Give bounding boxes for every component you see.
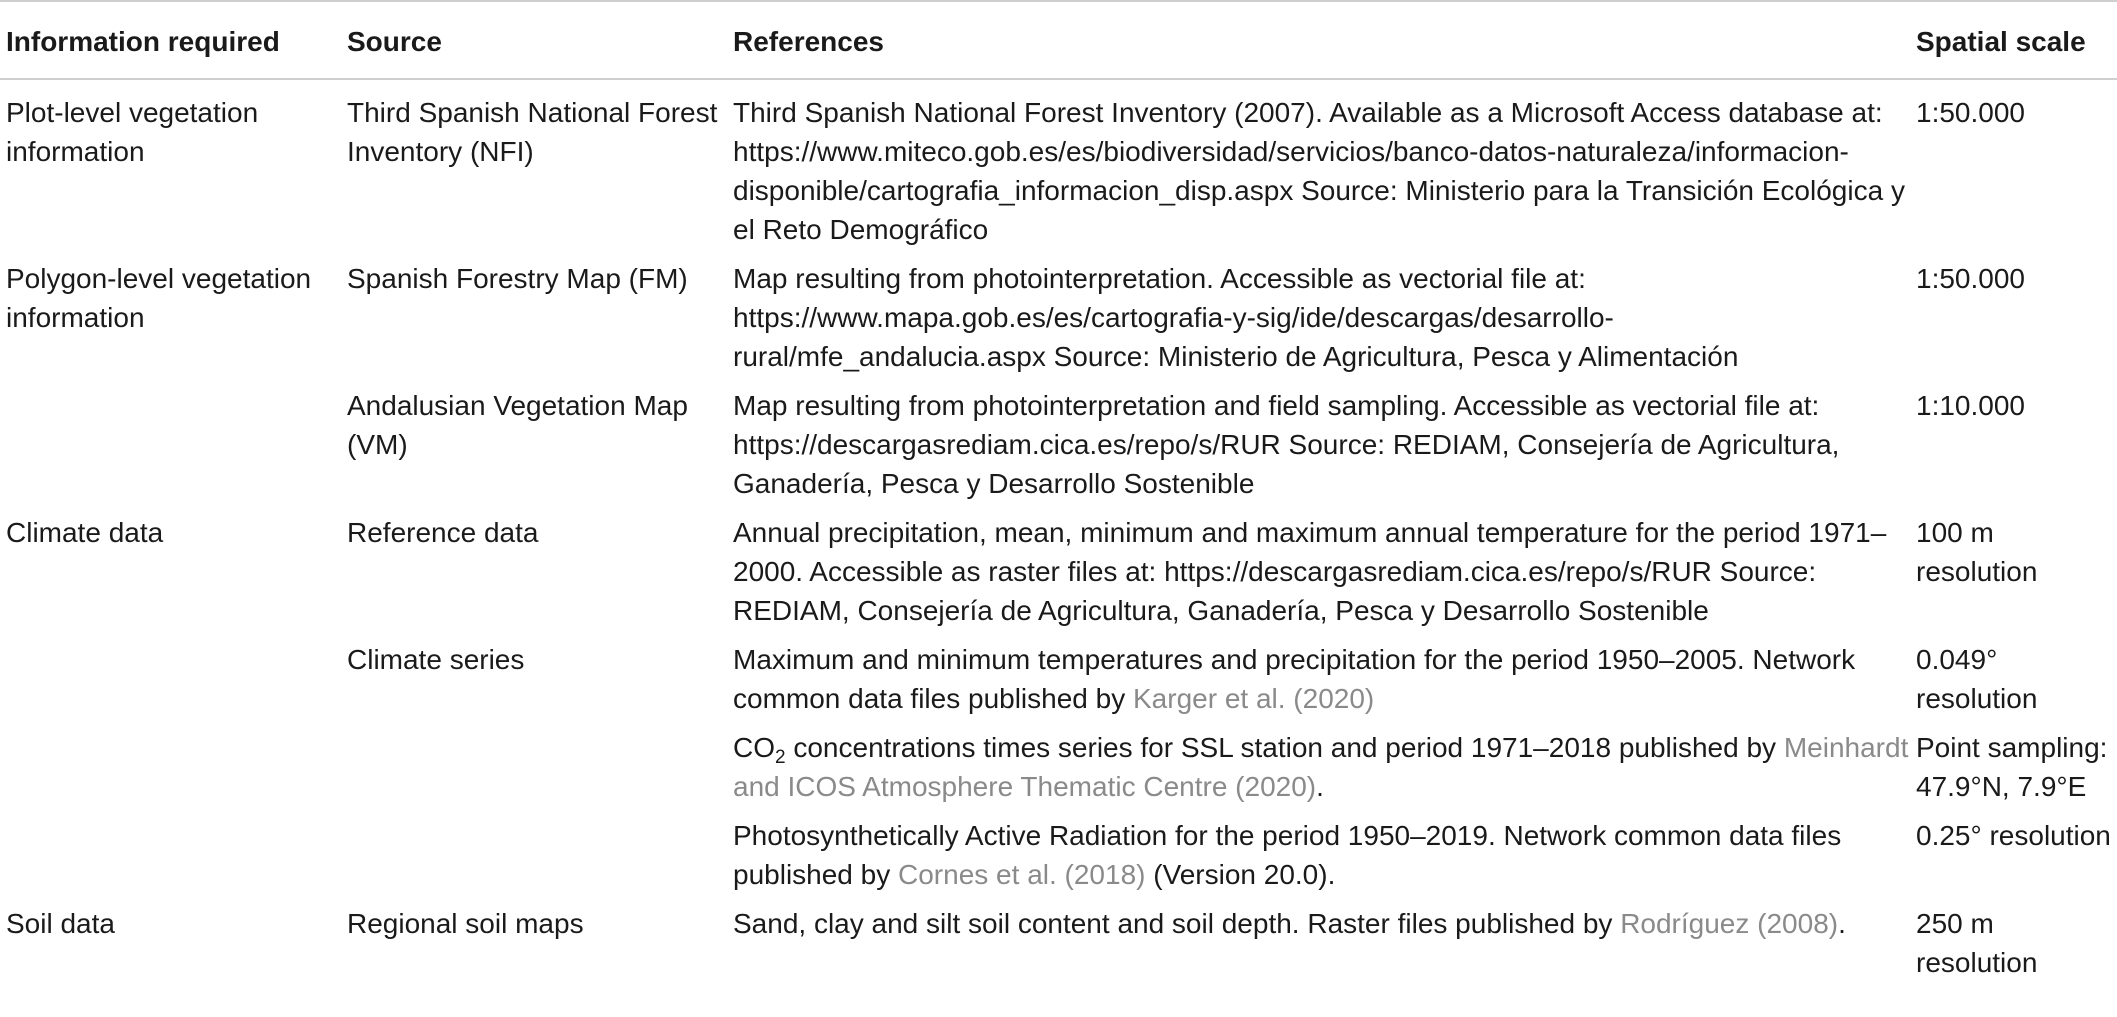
table-row	[0, 899, 2117, 987]
cell-information-required	[0, 635, 347, 723]
reference-text-end: (Version 20.0).	[1145, 859, 1336, 890]
cell-references	[733, 723, 1916, 811]
cell-references: Third Spanish National Forest Inventory (2007). Available as a Microsoft Access database at: https://www.miteco.gob.es/es/biodiversidad/servicios/banco-datos-naturaleza/informacion-disponible/cartografia_informacion_disp.aspx Source: Ministerio para la Transición Ecológica y el Reto Demográfico	[733, 97, 1905, 245]
cell-information-required: Plot-level vegetation information	[6, 97, 259, 167]
cell-information-required: Polygon-level vegetation information	[6, 263, 312, 333]
cell-source	[347, 811, 733, 899]
header-information-required: Information required	[6, 26, 280, 57]
cell-spatial-scale: Point sampling: 47.9°N, 7.9°E	[1916, 732, 2108, 802]
table-row	[0, 723, 2117, 811]
cell-spatial-scale: 1:10.000	[1916, 390, 2025, 421]
cell-references: Map resulting from photointerpretation. Accessible as vectorial file at: https://www.mapa.gob.es/es/cartografia-y-sig/ide/descargas/desarrollo-rural/mfe_andalucia.aspx Source: Ministerio de Agricultura, Pesca y Alimentación	[733, 263, 1739, 372]
cell-source: Regional soil maps	[347, 908, 584, 939]
cell-spatial-scale: 100 m resolution	[1916, 517, 2038, 587]
cell-references	[733, 635, 1916, 723]
cell-spatial-scale: 0.25° resolution	[1916, 820, 2111, 851]
reference-text-end: .	[1838, 908, 1846, 939]
header-source: Source	[347, 26, 442, 57]
cell-references: Map resulting from photointerpretation and field sampling. Accessible as vectorial file at: https://descargasrediam.cica.es/repo/s/RUR Source: REDIAM, Consejería de Agricultura, Ganadería, Pesca y Desarrollo Sostenible	[733, 390, 1840, 499]
cell-references	[733, 899, 1916, 987]
reference-text: concentrations times series for SSL station and period 1971–2018 published by	[785, 732, 1784, 763]
header-spatial-scale: Spatial scale	[1916, 26, 2086, 57]
citation-link-meinhardt[interactable]: Meinhardt and ICOS Atmosphere Thematic Centre (2020)	[733, 732, 1909, 802]
cell-information-required	[0, 381, 347, 508]
table-body	[0, 79, 2117, 987]
header-references: References	[733, 26, 884, 57]
citation-link-cornes[interactable]: Cornes et al. (2018)	[898, 859, 1146, 890]
cell-references	[733, 811, 1916, 899]
citation-link-rodriguez[interactable]: Rodríguez (2008)	[1620, 908, 1839, 939]
cell-spatial-scale: 1:50.000	[1916, 263, 2025, 294]
reference-text-end: .	[1316, 771, 1324, 802]
cell-information-required	[0, 723, 347, 811]
reference-text: Sand, clay and silt soil content and soil depth. Raster files published by	[733, 908, 1621, 939]
table-row	[0, 811, 2117, 899]
cell-information-required: Soil data	[6, 908, 115, 939]
cell-references: Annual precipitation, mean, minimum and maximum annual temperature for the period 1971–2000. Accessible as raster files at: https://descargasrediam.cica.es/repo/s/RUR Source: REDIAM, Consejería de Agricultura, Ganadería, Pesca y Desarrollo Sostenible	[733, 517, 1887, 626]
cell-source	[347, 723, 733, 811]
co2-subscript: 2	[775, 747, 786, 768]
cell-source: Reference data	[347, 517, 539, 548]
cell-source: Third Spanish National Forest Inventory (NFI)	[347, 97, 718, 167]
cell-spatial-scale: 1:50.000	[1916, 97, 2025, 128]
cell-spatial-scale: 250 m resolution	[1916, 908, 2038, 978]
cell-spatial-scale: 0.049° resolution	[1916, 644, 2038, 714]
table-header	[0, 1, 2117, 79]
cell-source: Climate series	[347, 644, 525, 675]
cell-information-required: Climate data	[6, 517, 164, 548]
cell-source: Andalusian Vegetation Map (VM)	[347, 390, 688, 460]
reference-text: Photosynthetically Active Radiation for the period 1950–2019. Network common data files published by	[733, 820, 1842, 890]
table-row	[0, 254, 2117, 381]
table-row	[0, 635, 2117, 723]
cell-source: Spanish Forestry Map (FM)	[347, 263, 688, 294]
co2-formula: CO	[733, 732, 775, 763]
cell-information-required	[0, 811, 347, 899]
reference-text: Maximum and minimum temperatures and precipitation for the period 1950–2005. Network common data files published by	[733, 644, 1856, 714]
table-row	[0, 508, 2117, 635]
citation-link-karger[interactable]: Karger et al. (2020)	[1133, 683, 1375, 714]
table-row	[0, 381, 2117, 508]
table-row	[0, 79, 2117, 254]
header-row	[0, 1, 2117, 79]
